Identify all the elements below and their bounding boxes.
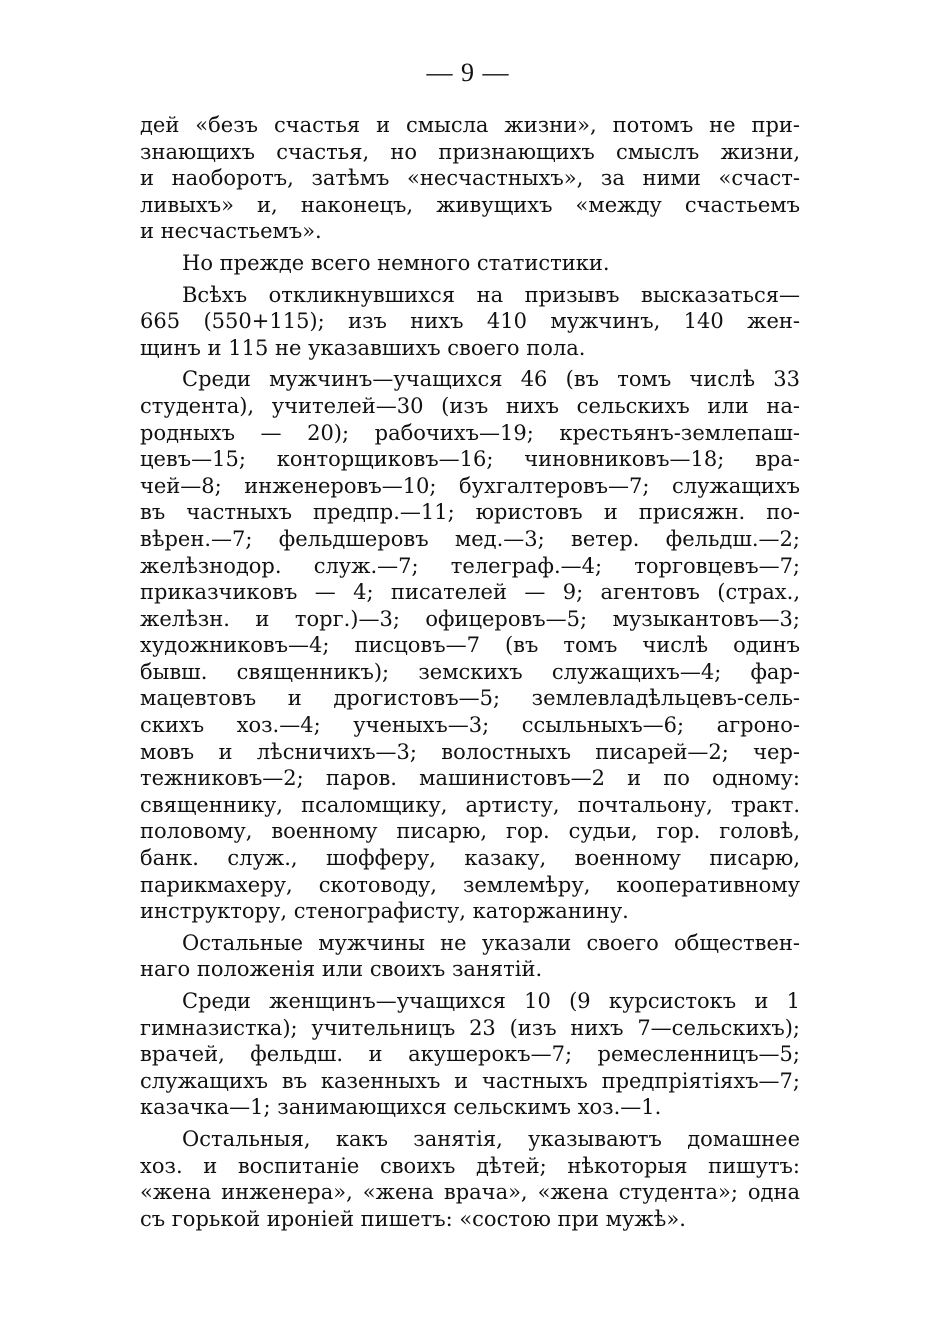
text-line: Среди женщинъ—учащихся 10 (9 курсистокъ и 1 xyxy=(182,989,800,1013)
text-line: священнику, псаломщику, артисту, почтальону, тракт. xyxy=(140,792,800,817)
text-line: банк. служ., шофферу, казаку, военному писарю, xyxy=(140,846,800,871)
paragraph xyxy=(140,366,800,924)
text-line: Всѣхъ откликнувшихся на призывъ высказаться— xyxy=(182,282,800,307)
text-line: бывш. священникъ); земскихъ служащихъ—4; фар- xyxy=(140,659,800,684)
text-line: служащихъ въ казенныхъ и частныхъ предпріятіяхъ—7; xyxy=(140,1068,800,1093)
text-line: и наоборотъ, затѣмъ «несчастныхъ», за ними «счаст- xyxy=(140,166,800,191)
text-line: знающихъ счастья, но признающихъ смыслъ жизни, xyxy=(140,139,800,164)
paragraph xyxy=(140,250,800,277)
text-line: наго положенія или своихъ занятій. xyxy=(140,957,543,982)
paragraph xyxy=(140,988,800,1121)
text-line: мовъ и лѣсничихъ—3; волостныхъ писарей—2; чер- xyxy=(140,739,800,764)
text-line: Но прежде всего немного статистики. xyxy=(182,250,610,275)
text-line: дей «безъ счастья и смысла жизни», потомъ не при- xyxy=(140,113,800,137)
text-line: «жена инженера», «жена врача», «жена студента»; одна xyxy=(140,1180,800,1205)
text-line: половому, военному писарю, гор. судьи, гор. головѣ, xyxy=(140,819,800,844)
text-line: и несчастьемъ». xyxy=(140,219,322,244)
text-line: вѣрен.—7; фельдшеровъ мед.—3; ветер. фельдш.—2; xyxy=(140,526,800,551)
text-line: парикмахеру, скотоводу, землемѣру, кооперативному xyxy=(140,872,800,897)
text-line: желѣзнодор. служ.—7; телеграф.—4; торговцевъ—7; xyxy=(140,553,800,578)
text-line: мацевтовъ и дрогистовъ—5; землевладѣльцевъ-сель- xyxy=(140,686,800,711)
text-line: желѣзн. и торг.)—3; офицеровъ—5; музыкантовъ—3; xyxy=(140,606,800,631)
text-line: съ горькой ироніей пишетъ: «состою при мужѣ». xyxy=(140,1206,686,1231)
text-line: приказчиковъ — 4; писателей — 9; агентовъ (страх., xyxy=(140,580,800,605)
text-line: 665 (550+115); изъ нихъ 410 мужчинъ, 140 жен- xyxy=(140,309,800,334)
text-line: цевъ—15; конторщиковъ—16; чиновниковъ—18; вра- xyxy=(140,447,800,472)
paragraph xyxy=(140,930,800,983)
text-line: тежниковъ—2; паров. машинистовъ—2 и по одному: xyxy=(140,766,800,791)
text-line: чей—8; инженеровъ—10; бухгалтеровъ—7; служащихъ xyxy=(140,473,800,498)
text-line: гимназистка); учительницъ 23 (изъ нихъ 7—сельскихъ); xyxy=(140,1015,800,1040)
text-line: въ частныхъ предпр.—11; юристовъ и присяжн. по- xyxy=(140,500,800,525)
text-line: родныхъ — 20); рабочихъ—19; крестьянъ-землепаш- xyxy=(140,420,800,445)
text-line: студента), учителей—30 (изъ нихъ сельскихъ или на- xyxy=(140,393,800,418)
text-line: Остальныя, какъ занятія, указываютъ домашнее xyxy=(182,1126,800,1151)
text-line: Остальные мужчины не указали своего обществен- xyxy=(182,930,800,955)
text-line: скихъ хоз.—4; ученыхъ—3; ссыльныхъ—6; агроно- xyxy=(140,713,800,738)
text-line: казачка—1; занимающихся сельскимъ хоз.—1. xyxy=(140,1095,662,1120)
text-line: инструктору, стенографисту, каторжанину. xyxy=(140,899,629,924)
text-line: хоз. и воспитаніе своихъ дѣтей; нѣкоторыя пишутъ: xyxy=(140,1153,800,1178)
paragraph xyxy=(140,1126,800,1232)
text-line: Среди мужчинъ—учащихся 46 (въ томъ числѣ 33 xyxy=(182,367,800,392)
text-line: художниковъ—4; писцовъ—7 (въ томъ числѣ одинъ xyxy=(140,633,800,658)
text-line: щинъ и 115 не указавшихъ своего пола. xyxy=(140,335,586,360)
paragraph xyxy=(140,282,800,362)
paragraph xyxy=(140,112,800,245)
text-line: врачей, фельдш. и акушерокъ—7; ремесленницъ—5; xyxy=(140,1042,800,1067)
text-line: ливыхъ» и, наконецъ, живущихъ «между счастьемъ xyxy=(140,192,800,217)
page-number: — 9 — xyxy=(426,58,510,87)
body-text xyxy=(140,112,800,1237)
